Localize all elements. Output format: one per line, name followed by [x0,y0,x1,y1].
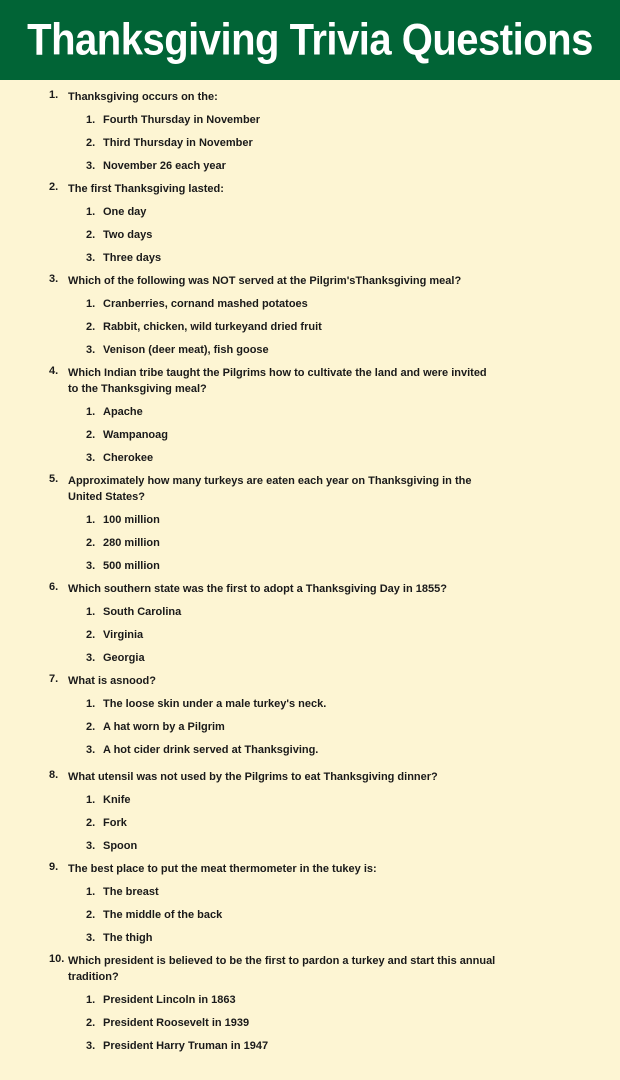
option-text: Georgia [103,652,145,664]
question-item [0,766,620,858]
question-item [0,578,620,670]
answer-option [0,927,620,950]
answer-option [0,716,620,739]
option-number: 2. [86,429,96,441]
option-number: 3. [86,652,96,664]
question-item [0,270,620,362]
answer-option [0,509,620,532]
answer-option [0,693,620,716]
answer-option [0,647,620,670]
option-text: Apache [103,406,143,418]
option-text: Fork [103,817,127,829]
option-number: 3. [86,744,96,756]
question-item [0,670,620,762]
question-number: 6. [49,581,59,593]
question-item [0,362,620,470]
answer-option [0,601,620,624]
option-number: 2. [86,229,96,241]
option-number: 3. [86,252,96,264]
option-number: 1. [86,206,96,218]
question-text: Which southern state was the first to adopt a Thanksgiving Day in 1855? [68,583,447,595]
option-text: Venison (deer meat), fish goose [103,344,269,356]
option-number: 1. [86,298,96,310]
option-text: Cherokee [103,452,154,464]
answer-option [0,555,620,578]
question-item [0,86,620,178]
question-item [0,858,620,950]
answer-option [0,201,620,224]
option-number: 2. [86,537,96,549]
answer-option [0,789,620,812]
option-number: 1. [86,994,96,1006]
answer-option [0,881,620,904]
question-text: Approximately how many turkeys are eaten each year on Thanksgiving in the United States? [68,475,472,503]
answer-option [0,835,620,858]
answer-option [0,812,620,835]
question-text: Which of the following was NOT served at the Pilgrim'sThanksgiving meal? [68,275,462,287]
option-number: 3. [86,452,96,464]
option-text: A hot cider drink served at Thanksgiving. [103,744,319,756]
option-text: 280 million [103,537,160,549]
answer-option [0,339,620,362]
option-number: 2. [86,629,96,641]
option-number: 3. [86,932,96,944]
question-text: The first Thanksgiving lasted: [68,183,224,195]
question-number: 2. [49,181,59,193]
answer-option [0,247,620,270]
question-text: Which Indian tribe taught the Pilgrims how to cultivate the land and were invited to the Thanksgiving meal? [68,367,487,395]
answer-option [0,624,620,647]
option-text: Third Thursday in November [103,137,253,149]
answer-option [0,532,620,555]
answer-option [0,109,620,132]
answer-option [0,989,620,1012]
option-text: The middle of the back [103,909,223,921]
question-number: 7. [49,673,59,685]
option-number: 3. [86,560,96,572]
option-text: The breast [103,886,159,898]
question-text: Thanksgiving occurs on the: [68,91,218,103]
page-title: Thanksgiving Trivia Questions [27,14,593,65]
question-number: 1. [49,89,59,101]
option-number: 3. [86,1040,96,1052]
option-number: 2. [86,721,96,733]
option-text: Three days [103,252,162,264]
title-banner [0,0,620,80]
option-text: The loose skin under a male turkey's neck. [103,698,327,710]
option-number: 1. [86,406,96,418]
option-number: 3. [86,840,96,852]
option-text: 100 million [103,514,160,526]
option-number: 3. [86,344,96,356]
option-text: President Harry Truman in 1947 [103,1040,269,1052]
option-text: Fourth Thursday in November [103,114,261,126]
question-item [0,178,620,270]
option-text: November 26 each year [103,160,226,172]
option-text: One day [103,206,147,218]
option-text: Knife [103,794,131,806]
question-list [0,86,620,1058]
question-number: 5. [49,473,59,485]
option-text: 500 million [103,560,160,572]
option-number: 3. [86,160,96,172]
question-item [0,950,620,1058]
option-text: Cranberries, cornand mashed potatoes [103,298,308,310]
question-text: What utensil was not used by the Pilgrims to eat Thanksgiving dinner? [68,771,438,783]
answer-option [0,401,620,424]
option-number: 1. [86,886,96,898]
answer-option [0,447,620,470]
option-text: The thigh [103,932,153,944]
answer-option [0,1012,620,1035]
option-number: 2. [86,909,96,921]
question-number: 4. [49,365,59,377]
question-text: What is asnood? [68,675,156,687]
question-number: 3. [49,273,59,285]
option-text: Rabbit, chicken, wild turkeyand dried fruit [103,321,322,333]
option-number: 2. [86,1017,96,1029]
answer-option [0,293,620,316]
option-number: 2. [86,137,96,149]
question-number: 9. [49,861,59,873]
question-item [0,470,620,578]
answer-option [0,224,620,247]
answer-option [0,316,620,339]
option-text: South Carolina [103,606,182,618]
option-text: Virginia [103,629,144,641]
answer-option [0,1035,620,1058]
answer-option [0,424,620,447]
option-number: 1. [86,606,96,618]
answer-option [0,739,620,762]
option-text: President Roosevelt in 1939 [103,1017,250,1029]
question-text: The best place to put the meat thermometer in the tukey is: [68,863,377,875]
option-text: Spoon [103,840,138,852]
option-text: A hat worn by a Pilgrim [103,721,225,733]
option-text: Wampanoag [103,429,168,441]
question-number: 8. [49,769,59,781]
option-text: President Lincoln in 1863 [103,994,236,1006]
answer-option [0,132,620,155]
question-text: Which president is believed to be the first to pardon a turkey and start this annual tradition? [68,955,496,983]
answer-option [0,155,620,178]
option-number: 2. [86,817,96,829]
option-text: Two days [103,229,153,241]
option-number: 1. [86,114,96,126]
option-number: 1. [86,794,96,806]
option-number: 2. [86,321,96,333]
option-number: 1. [86,514,96,526]
option-number: 1. [86,698,96,710]
answer-option [0,904,620,927]
question-number: 10. [49,953,65,965]
